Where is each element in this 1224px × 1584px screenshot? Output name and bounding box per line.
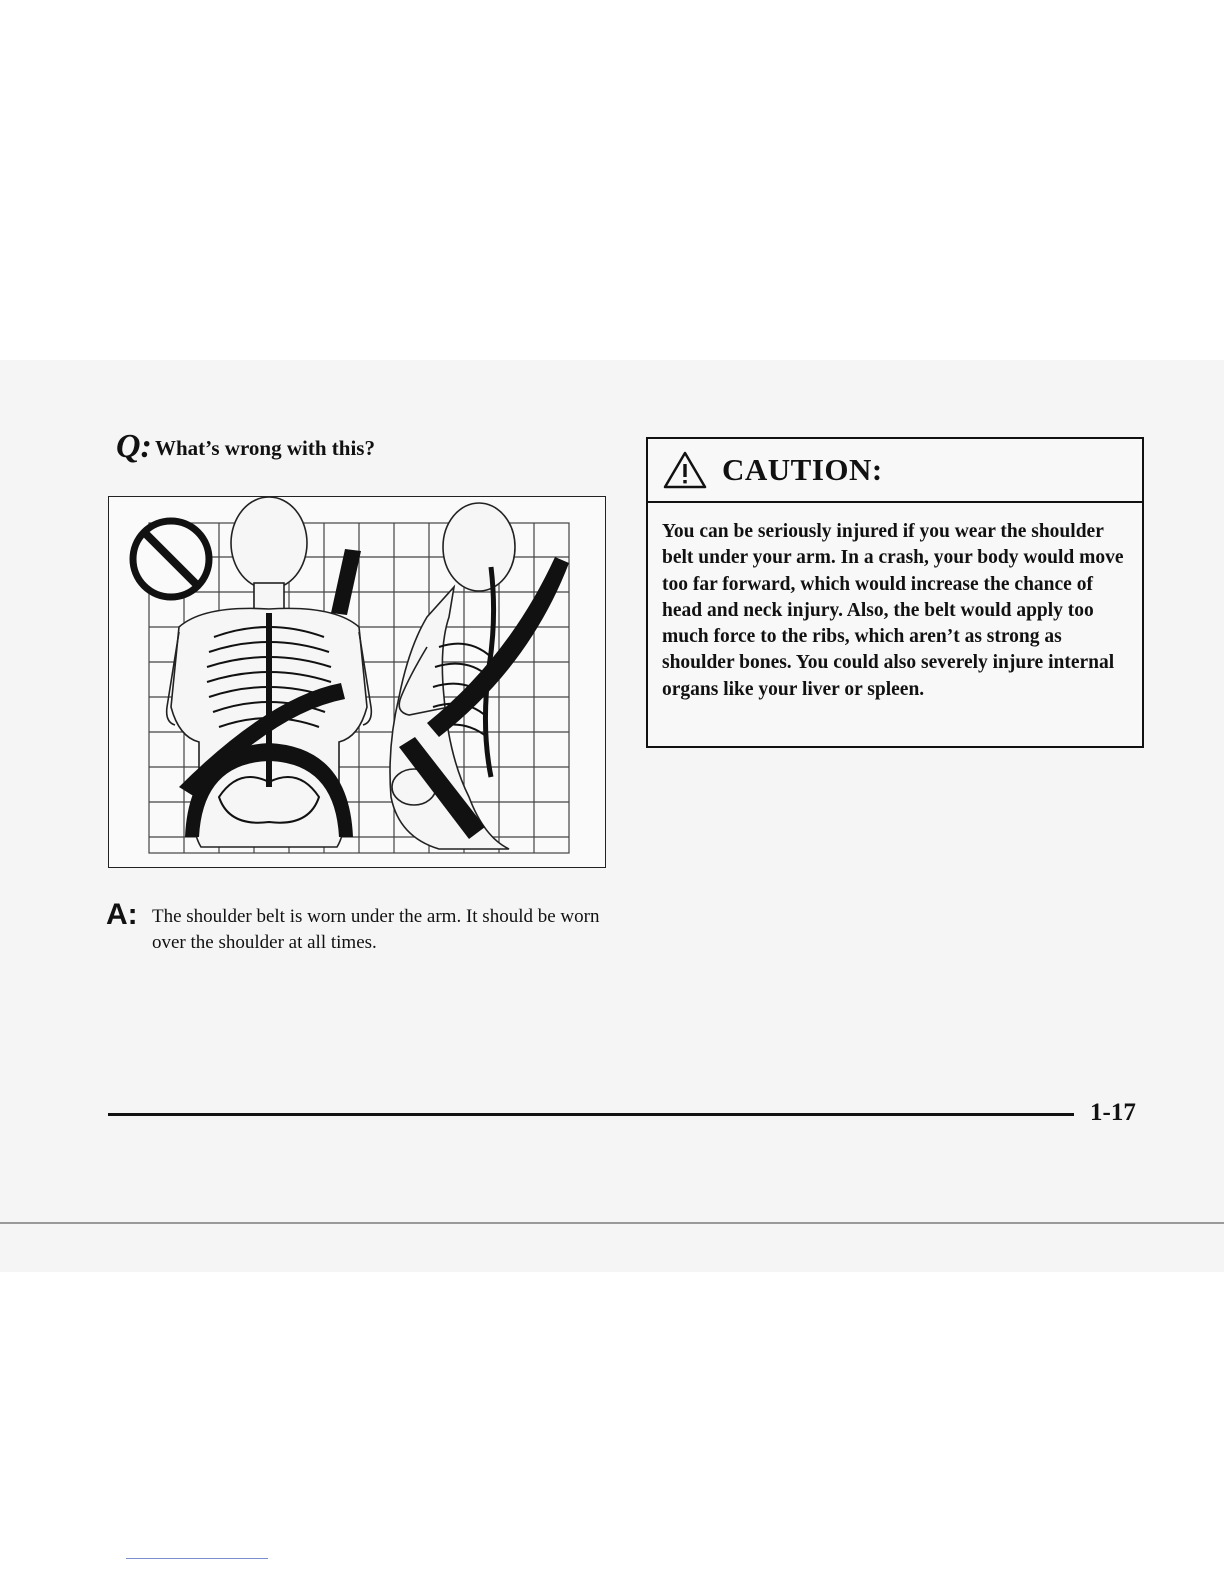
seat-belt-illustration — [108, 496, 606, 868]
stray-scan-mark — [126, 1558, 268, 1559]
front-belt-top — [331, 549, 361, 615]
caution-box — [646, 437, 1144, 748]
answer-marker: A: — [106, 898, 138, 931]
warning-triangle-icon — [662, 450, 708, 490]
question-marker: Q: — [116, 428, 152, 465]
illustration-drawing — [109, 497, 605, 867]
scan-edge-line — [0, 1222, 1224, 1224]
question-text: What’s wrong with this? — [155, 436, 375, 460]
answer-text: The shoulder belt is worn under the arm. It should be worn over the shoulder at all times. — [152, 906, 600, 953]
caution-header — [648, 439, 1142, 503]
caution-title: CAUTION: — [722, 452, 883, 487]
page-number: 1-17 — [1090, 1099, 1136, 1126]
caution-body: You can be seriously injured if you wear the shoulder belt under your arm. In a crash, your body would move too far forward, which would increase the chance of head and neck injury. Also, the belt would apply too much force to the ribs, which aren’t as strong as shoulder bones. You could also severely injure internal organs like your liver or spleen. — [662, 521, 1124, 700]
footer-rule — [108, 1113, 1074, 1116]
no-symbol-icon — [133, 521, 209, 597]
